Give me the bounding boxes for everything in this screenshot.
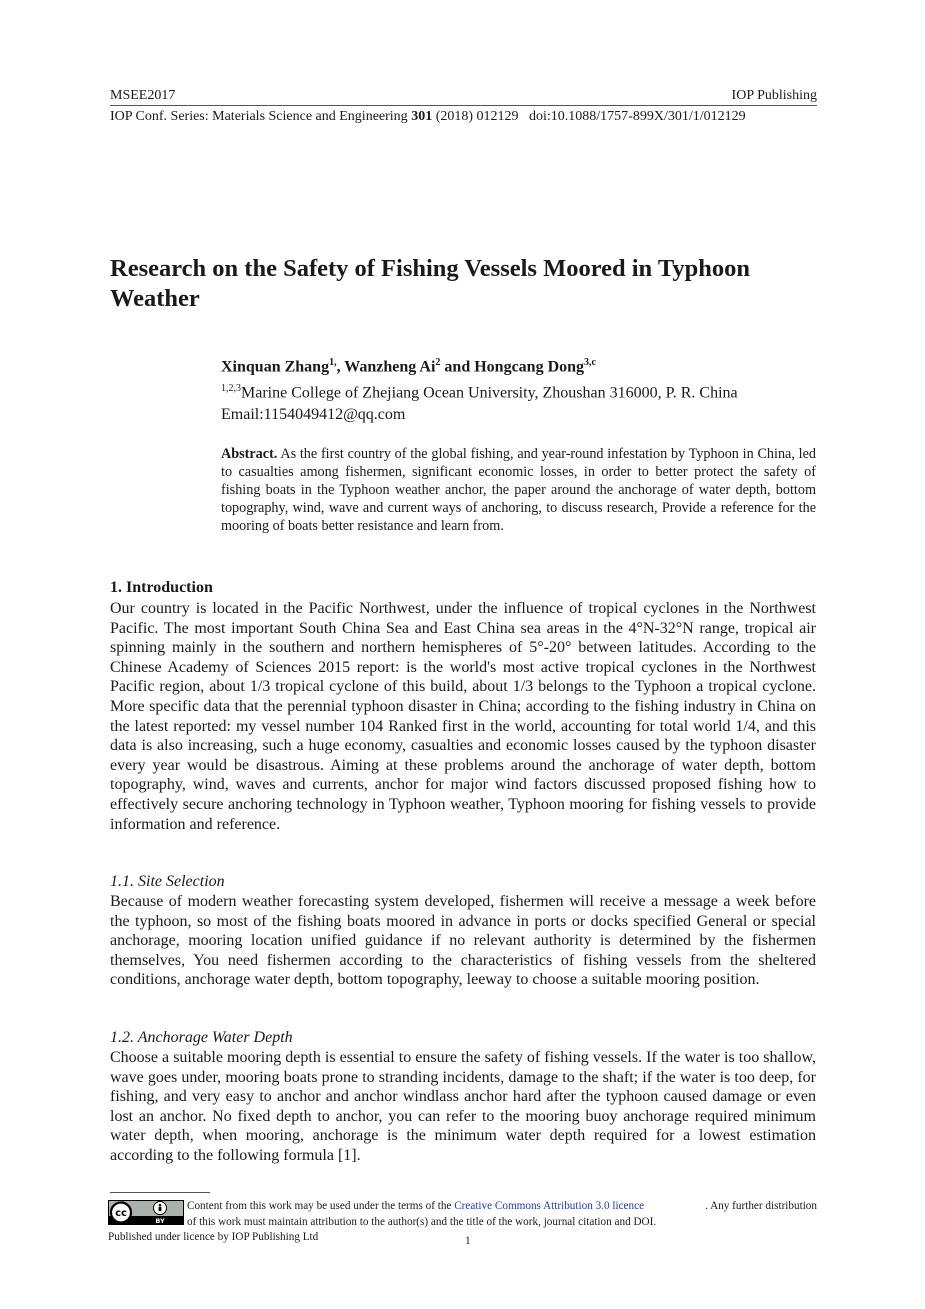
cc-label: cc xyxy=(115,1208,127,1219)
license-text-continued: . Any further distribution xyxy=(705,1200,817,1212)
page-number: 1 xyxy=(465,1235,471,1247)
author-name: Wanzheng Ai xyxy=(344,358,436,376)
publisher-name: IOP Publishing xyxy=(731,88,817,103)
abstract-label: Abstract. xyxy=(221,446,278,462)
paper-title: Research on the Safety of Fishing Vessels Moored in Typhoon Weather xyxy=(110,255,751,312)
affiliation-text: Marine College of Zhejiang Ocean University, Zhoushan 316000, P. R. China xyxy=(241,384,738,402)
affiliation xyxy=(221,383,738,402)
cc-by-license-icon[interactable] xyxy=(108,1200,184,1225)
subsection-heading-site-selection: 1.1. Site Selection xyxy=(110,873,225,890)
author-name: Hongcang Dong xyxy=(474,358,585,376)
abstract xyxy=(221,445,816,535)
affiliation-superscript: 1,2,3 xyxy=(221,383,241,394)
by-label: BY xyxy=(155,1217,165,1225)
journal-citation xyxy=(110,109,746,125)
doi[interactable]: doi:10.1088/1757-899X/301/1/012129 xyxy=(529,109,746,124)
introduction-paragraph: Our country is located in the Pacific Northwest, under the influence of tropical cyclones in the Northwest Pacific. The most important South China Sea and East China sea areas in the 4°N-32°N range, tropical air spinning mainly in the southern and northern hemispheres of 5°-20° between latitudes. According to the Chinese Academy of Sciences 2015 report: is the world's most active tropical cyclones in the Northwest Pacific region, about 1/3 tropical cyclone of this build, about 1/3 belongs to the Typhoon a tropical cyclone. More specific data that the perennial typhoon disaster in China; according to the fishing industry in China on the latest reported: my vessel number 104 Ranked first in the world, accounting for total world 1/4, and this data is also increasing, such a huge economy, casualties and economic losses caused by the typhoon disaster every year would be disastrous. Aiming at these problems around the anchorage of water depth, bottom topography, wind, waves and currents, anchor for major wind factors discussed proposed fishing how to effectively secure anchoring technology in Typhoon weather, Typhoon mooring for fishing vessels to provide information and reference. xyxy=(110,600,816,833)
publisher-statement: Published under licence by IOP Publishing Ltd xyxy=(108,1231,319,1243)
license-text: Content from this work may be used under the terms of the xyxy=(187,1200,452,1212)
subsection-heading-water-depth: 1.2. Anchorage Water Depth xyxy=(110,1029,293,1046)
author-superscript: 2 xyxy=(435,357,441,368)
header-rule xyxy=(110,105,817,106)
water-depth-paragraph: Choose a suitable mooring depth is essential to ensure the safety of fishing vessels. If the water is too shallow, wave goes under, mooring boats prone to stranding incidents, damage to the shaft; if the water is too deep, for fishing, and very easy to anchor and anchor windlass anchor hard after the typhoon caused damage or even lost an anchor. No fixed depth to anchor, you can refer to the mooring buoy anchorage required minimum water depth, when mooring, anchorage is the minimum water depth required for a lowest estimation according to the following formula [1]. xyxy=(110,1049,816,1164)
year-article: (2018) 012129 xyxy=(435,109,519,124)
author-name: Xinquan Zhang xyxy=(221,358,330,376)
section-heading-introduction: 1. Introduction xyxy=(110,579,213,596)
license-link[interactable]: Creative Commons Attribution 3.0 licence xyxy=(454,1200,645,1212)
site-selection-paragraph: Because of modern weather forecasting system developed, fishermen will receive a message a week before the typhoon, so most of the fishing boats moored in advance in ports or docks specified General or special anchorage, mooring location unified guidance if no relevant authority is determined by the fishermen themselves, You need fishermen according to the characteristics of fishing vessels from the sheltered conditions, anchorage water depth, bottom topography, leeway to choose a suitable mooring position. xyxy=(110,893,816,989)
author-superscript: 3,c xyxy=(584,357,596,368)
author-email[interactable]: Email:1154049412@qq.com xyxy=(221,406,406,423)
license-text-line2: of this work must maintain attribution to the author(s) and the title of the work, journal citation and DOI. xyxy=(187,1215,657,1228)
series-name: IOP Conf. Series: Materials Science and Engineering xyxy=(110,109,408,124)
conference-name: MSEE2017 xyxy=(110,88,176,103)
volume-number: 301 xyxy=(411,109,433,124)
footer-rule xyxy=(110,1192,210,1193)
license-notice xyxy=(187,1199,817,1230)
author-list: Xinquan Zhang$^{1,}$, Wanzheng Ai$^2$ and Hongcang Dong$^{3,c}$ xyxy=(221,357,596,376)
abstract-text: As the first country of the global fishing, and year-round infestation by Typhoon in China, led to casualties among fishermen, significant economic losses, in order to better protect the safety of fishing boats in the Typhoon weather anchor, the paper around the anchorage of water depth, bottom topography, wind, wave and current ways of anchoring, to discuss research, Provide a reference for the mooring of boats better resistance and learn from. xyxy=(221,446,816,534)
author-conjunction: and xyxy=(444,358,471,376)
author-superscript: 1, xyxy=(329,357,337,368)
